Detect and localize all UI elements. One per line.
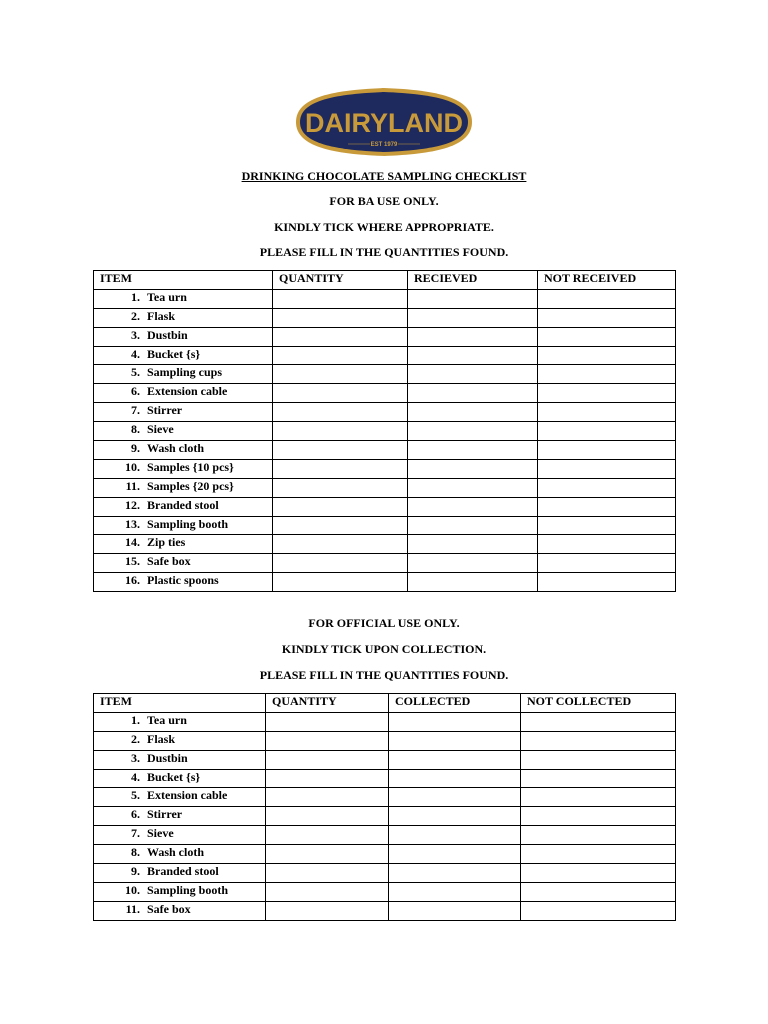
- item-cell: [94, 788, 266, 807]
- item-number: 6.: [131, 384, 140, 399]
- item-name: Zip ties: [147, 535, 186, 550]
- item-number: 1.: [131, 712, 140, 727]
- item-cell: [94, 384, 273, 403]
- logo-tagline-text: EST 1979: [370, 142, 398, 148]
- table-row: [94, 901, 676, 920]
- col-header-quantity: QUANTITY: [273, 271, 408, 290]
- received-cell[interactable]: [408, 365, 538, 384]
- table-row: [94, 384, 676, 403]
- item-cell: [94, 535, 273, 554]
- quantity-cell[interactable]: [266, 712, 389, 731]
- col-header-not-collected: NOT COLLECTED: [521, 694, 676, 713]
- item-cell: [94, 327, 273, 346]
- item-name: Sampling booth: [147, 882, 229, 897]
- table-row: [94, 788, 676, 807]
- table-row: [94, 882, 676, 901]
- item-name: Sieve: [147, 826, 174, 841]
- not-received-cell[interactable]: [538, 554, 676, 573]
- item-cell: [94, 459, 273, 478]
- quantity-cell[interactable]: [266, 826, 389, 845]
- item-cell: [94, 403, 273, 422]
- item-number: 11.: [125, 478, 140, 493]
- quantity-cell[interactable]: [266, 882, 389, 901]
- table-row: [94, 750, 676, 769]
- quantity-cell[interactable]: [273, 403, 408, 422]
- item-number: 5.: [131, 788, 140, 803]
- table-row: [94, 516, 676, 535]
- item-name: Bucket {s}: [147, 346, 201, 361]
- received-cell[interactable]: [408, 346, 538, 365]
- item-name: Stirrer: [147, 403, 183, 418]
- not-collected-cell[interactable]: [521, 901, 676, 920]
- item-name: Dustbin: [147, 750, 188, 765]
- item-number: 10.: [125, 882, 140, 897]
- collected-cell[interactable]: [389, 826, 521, 845]
- table-row: [94, 478, 676, 497]
- table-row: [94, 289, 676, 308]
- item-cell: [94, 882, 266, 901]
- table-row: [94, 327, 676, 346]
- item-number: 3.: [131, 750, 140, 765]
- quantity-cell[interactable]: [273, 289, 408, 308]
- collected-cell[interactable]: [389, 901, 521, 920]
- quantity-cell[interactable]: [273, 478, 408, 497]
- not-collected-cell[interactable]: [521, 731, 676, 750]
- item-cell: [94, 478, 273, 497]
- item-number: 9.: [131, 864, 140, 879]
- collected-cell[interactable]: [389, 731, 521, 750]
- item-name: Sampling booth: [147, 516, 229, 531]
- not-received-cell[interactable]: [538, 327, 676, 346]
- item-number: 1.: [131, 289, 140, 304]
- quantity-instruction-2: PLEASE FILL IN THE QUANTITIES FOUND.: [259, 668, 509, 682]
- col-header-item: ITEM: [94, 271, 273, 290]
- not-received-cell[interactable]: [538, 459, 676, 478]
- item-number: 8.: [131, 845, 140, 860]
- collected-cell[interactable]: [389, 750, 521, 769]
- quantity-cell[interactable]: [266, 845, 389, 864]
- not-received-cell[interactable]: [538, 384, 676, 403]
- not-collected-cell[interactable]: [521, 882, 676, 901]
- ba-use-note: FOR BA USE ONLY.: [329, 194, 439, 208]
- item-cell: [94, 422, 273, 441]
- item-cell: [94, 731, 266, 750]
- table-row: [94, 308, 676, 327]
- item-cell: [94, 289, 273, 308]
- collected-cell[interactable]: [389, 769, 521, 788]
- item-number: 2.: [131, 308, 140, 323]
- not-received-cell[interactable]: [538, 422, 676, 441]
- not-collected-cell[interactable]: [521, 826, 676, 845]
- not-collected-cell[interactable]: [521, 712, 676, 731]
- quantity-cell[interactable]: [273, 459, 408, 478]
- received-cell[interactable]: [408, 554, 538, 573]
- not-received-cell[interactable]: [538, 365, 676, 384]
- item-name: Wash cloth: [147, 441, 205, 456]
- not-received-cell[interactable]: [538, 573, 676, 592]
- quantity-cell[interactable]: [273, 327, 408, 346]
- not-collected-cell[interactable]: [521, 750, 676, 769]
- table-row: [94, 807, 676, 826]
- table-header-row: [94, 694, 676, 713]
- quantity-cell[interactable]: [273, 346, 408, 365]
- received-cell[interactable]: [408, 384, 538, 403]
- item-number: 14.: [125, 535, 140, 550]
- received-cell[interactable]: [408, 403, 538, 422]
- item-name: Plastic spoons: [147, 573, 219, 588]
- tick-instruction: KINDLY TICK WHERE APPROPRIATE.: [274, 220, 494, 234]
- item-name: Extension cable: [147, 788, 228, 803]
- item-cell: [94, 845, 266, 864]
- quantity-cell[interactable]: [273, 384, 408, 403]
- quantity-cell[interactable]: [266, 901, 389, 920]
- quantity-cell[interactable]: [266, 769, 389, 788]
- item-cell: [94, 807, 266, 826]
- table-row: [94, 497, 676, 516]
- item-number: 6.: [131, 807, 140, 822]
- table-row: [94, 712, 676, 731]
- item-number: 11.: [125, 901, 140, 916]
- item-number: 7.: [131, 826, 140, 841]
- quantity-cell[interactable]: [266, 864, 389, 883]
- quantity-cell[interactable]: [266, 788, 389, 807]
- not-received-cell[interactable]: [538, 308, 676, 327]
- col-header-item: ITEM: [94, 694, 266, 713]
- table-row: [94, 441, 676, 460]
- ba-checklist-table: [93, 270, 676, 592]
- item-number: 2.: [131, 731, 140, 746]
- received-cell[interactable]: [408, 422, 538, 441]
- received-cell[interactable]: [408, 516, 538, 535]
- quantity-cell[interactable]: [266, 807, 389, 826]
- item-cell: [94, 497, 273, 516]
- quantity-cell[interactable]: [266, 731, 389, 750]
- quantity-cell[interactable]: [273, 573, 408, 592]
- not-received-cell[interactable]: [538, 441, 676, 460]
- official-checklist-table: [93, 693, 676, 921]
- not-collected-cell[interactable]: [521, 788, 676, 807]
- col-header-not-received: NOT RECEIVED: [538, 271, 676, 290]
- item-name: Safe box: [147, 554, 191, 569]
- quantity-cell[interactable]: [273, 497, 408, 516]
- collection-instruction: KINDLY TICK UPON COLLECTION.: [281, 642, 487, 656]
- received-cell[interactable]: [408, 441, 538, 460]
- item-cell: [94, 901, 266, 920]
- item-number: 9.: [131, 441, 140, 456]
- item-name: Sampling cups: [147, 365, 223, 380]
- table-row: [94, 731, 676, 750]
- received-cell[interactable]: [408, 573, 538, 592]
- item-number: 7.: [131, 403, 140, 418]
- not-received-cell[interactable]: [538, 289, 676, 308]
- item-cell: [94, 573, 273, 592]
- item-number: 4.: [131, 346, 140, 361]
- item-cell: [94, 864, 266, 883]
- collected-cell[interactable]: [389, 807, 521, 826]
- item-name: Flask: [147, 308, 176, 323]
- item-cell: [94, 712, 266, 731]
- not-collected-cell[interactable]: [521, 807, 676, 826]
- table-row: [94, 535, 676, 554]
- received-cell[interactable]: [408, 497, 538, 516]
- item-number: 10.: [125, 459, 140, 474]
- col-header-quantity: QUANTITY: [266, 694, 389, 713]
- item-name: Bucket {s}: [147, 769, 201, 784]
- table-row: [94, 573, 676, 592]
- item-name: Stirrer: [147, 807, 183, 822]
- received-cell[interactable]: [408, 327, 538, 346]
- collected-cell[interactable]: [389, 882, 521, 901]
- not-received-cell[interactable]: [538, 535, 676, 554]
- received-cell[interactable]: [408, 459, 538, 478]
- table-row: [94, 346, 676, 365]
- quantity-instruction: PLEASE FILL IN THE QUANTITIES FOUND.: [259, 245, 509, 259]
- item-name: Wash cloth: [147, 845, 205, 860]
- received-cell[interactable]: [408, 308, 538, 327]
- item-cell: [94, 554, 273, 573]
- table-row: [94, 554, 676, 573]
- not-received-cell[interactable]: [538, 516, 676, 535]
- table-row: [94, 769, 676, 788]
- item-cell: [94, 516, 273, 535]
- item-name: Samples {20 pcs}: [147, 478, 234, 493]
- item-name: Branded stool: [147, 864, 219, 879]
- item-cell: [94, 346, 273, 365]
- not-collected-cell[interactable]: [521, 864, 676, 883]
- table-row: [94, 845, 676, 864]
- not-received-cell[interactable]: [538, 403, 676, 422]
- quantity-cell[interactable]: [273, 516, 408, 535]
- item-cell: [94, 441, 273, 460]
- item-number: 8.: [131, 422, 140, 437]
- item-name: Sieve: [147, 422, 174, 437]
- quantity-cell[interactable]: [273, 308, 408, 327]
- received-cell[interactable]: [408, 478, 538, 497]
- item-number: 4.: [131, 769, 140, 784]
- document-title: DRINKING CHOCOLATE SAMPLING CHECKLIST: [241, 169, 527, 183]
- item-name: Samples {10 pcs}: [147, 459, 234, 474]
- table-row: [94, 422, 676, 441]
- item-number: 12.: [125, 497, 140, 512]
- quantity-cell[interactable]: [273, 554, 408, 573]
- collected-cell[interactable]: [389, 788, 521, 807]
- not-collected-cell[interactable]: [521, 769, 676, 788]
- collected-cell[interactable]: [389, 864, 521, 883]
- not-received-cell[interactable]: [538, 478, 676, 497]
- item-name: Dustbin: [147, 327, 188, 342]
- received-cell[interactable]: [408, 535, 538, 554]
- item-cell: [94, 365, 273, 384]
- official-use-note: FOR OFFICIAL USE ONLY.: [308, 616, 460, 630]
- table-row: [94, 459, 676, 478]
- item-name: Tea urn: [147, 712, 187, 727]
- table-row: [94, 365, 676, 384]
- item-cell: [94, 826, 266, 845]
- collected-cell[interactable]: [389, 712, 521, 731]
- item-name: Branded stool: [147, 497, 219, 512]
- not-received-cell[interactable]: [538, 497, 676, 516]
- item-name: Flask: [147, 731, 176, 746]
- col-header-received: RECIEVED: [408, 271, 538, 290]
- quantity-cell[interactable]: [273, 422, 408, 441]
- logo-brand-text: DAIRYLAND: [305, 108, 463, 138]
- item-name: Extension cable: [147, 384, 228, 399]
- item-name: Tea urn: [147, 289, 187, 304]
- item-number: 13.: [125, 516, 140, 531]
- item-number: 16.: [125, 573, 140, 588]
- item-cell: [94, 308, 273, 327]
- collected-cell[interactable]: [389, 845, 521, 864]
- item-name: Safe box: [147, 901, 191, 916]
- item-number: 15.: [125, 554, 140, 569]
- item-number: 5.: [131, 365, 140, 380]
- item-cell: [94, 750, 266, 769]
- quantity-cell[interactable]: [266, 750, 389, 769]
- table-header-row: [94, 271, 676, 290]
- quantity-cell[interactable]: [273, 535, 408, 554]
- table-row: [94, 864, 676, 883]
- dairyland-logo: [290, 84, 478, 160]
- table-row: [94, 826, 676, 845]
- not-received-cell[interactable]: [538, 346, 676, 365]
- quantity-cell[interactable]: [273, 441, 408, 460]
- col-header-collected: COLLECTED: [389, 694, 521, 713]
- item-number: 3.: [131, 327, 140, 342]
- quantity-cell[interactable]: [273, 365, 408, 384]
- table-row: [94, 403, 676, 422]
- not-collected-cell[interactable]: [521, 845, 676, 864]
- received-cell[interactable]: [408, 289, 538, 308]
- item-cell: [94, 769, 266, 788]
